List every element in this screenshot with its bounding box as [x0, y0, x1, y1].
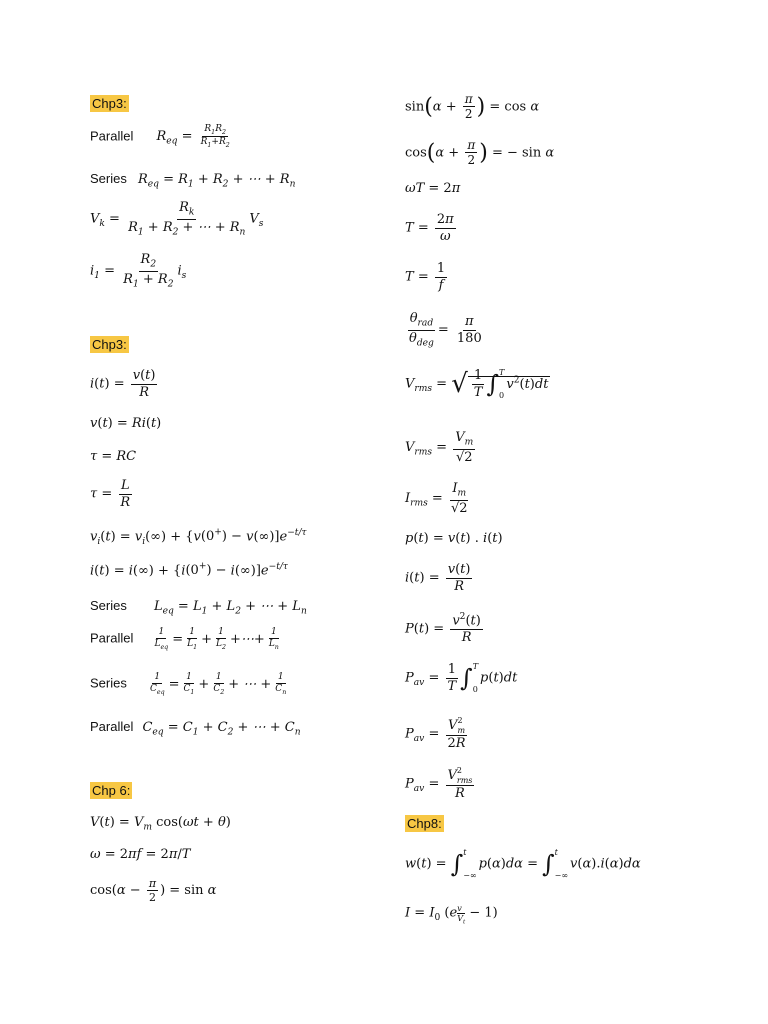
heading-chp3-a	[90, 96, 129, 111]
formula-voltage-divider: $V_k$ = $\frac{R_k}{R_1 + R_2 + \cdots + R_n}$ $V_s$	[90, 200, 264, 238]
series-capacitance-label: Series	[90, 675, 127, 691]
parallel-label: Parallel	[90, 128, 134, 144]
formula-cos-shift: cos(α − $\frac{\pi}{2}$ ) = sin α	[90, 877, 217, 905]
formula-power-average: $P_{av}$ = $\frac{1}{T}$ ∫ T 0 p(t)dt	[405, 662, 518, 695]
series-inductance-label: Series	[90, 598, 127, 613]
formula-ohm-current: i(t) = $\frac{v(t)}{R}$	[90, 368, 156, 400]
formula-tau-rl: τ = $\frac{L}{R}$	[90, 478, 131, 510]
formula-sinusoid: $V(t) = V_m$ cos(ωt + θ)	[90, 815, 231, 833]
formula-parallel-capacitance: Parallel $C_{eq} = C_1 + C_2$ + ⋯ + $C_n$	[90, 719, 301, 738]
formula-diode: $I = I_0$ (e $\frac{v}{V_t}$ − 1)	[405, 904, 498, 926]
formula-deg-rad: $\frac{\theta_{rad}}{\theta_{deg}}$ = $\frac{\pi}{180}$	[409, 311, 482, 349]
heading-chp8	[405, 816, 444, 831]
formula-tau-rc: τ = RC	[90, 449, 137, 464]
formula-power-v2r: P(t) = $\frac{v^2(t)}{R}$	[405, 612, 481, 645]
highlight-chp8: Chp8:	[407, 816, 442, 831]
formula-current-r: i(t) = $\frac{v(t)}{R}$	[405, 562, 471, 594]
highlight-chp3-a: Chp3:	[92, 96, 127, 111]
formula-energy: w(t) = ∫ t −∞ p(α)dα = ∫ t −∞ v(α).i(α)dα	[405, 848, 641, 880]
formula-parallel-inductance: Parallel $\frac{1}{L_{eq}}$ = $\frac{1}{L_1}$ + $\frac{1}{L_2}$ +⋯+ $\frac{1}{L_n}$	[90, 627, 279, 651]
formula-ohm-voltage: v(t) = Ri(t)	[90, 416, 162, 431]
formula-pav-vrms: $P_{av}$ = V 2 rms R	[405, 766, 473, 802]
formula-current-divider: $i_1$ = $\frac{R_2}{R_1 + R_2}$ $i_s$	[90, 252, 187, 290]
formula-irms-peak: $I_{rms}$ = $\frac{I_m}{√2}$	[405, 481, 468, 516]
formula-pav-vm: $P_{av}$ = V 2 m 2R	[405, 716, 466, 752]
formula-period-omega: T = $\frac{2\pi}{\omega}$	[405, 212, 454, 244]
formula-sin-shift: sin(α + $\frac{\pi}{2}$ ) = cos α	[405, 92, 540, 122]
formula-parallel-resistance: Parallel $R_{eq}$ = $\frac{R_1R_2}{R_1+R_2}$	[90, 124, 230, 150]
formula-cos-shift-plus: cos(α + $\frac{\pi}{2}$ ) = − sin α	[405, 138, 555, 168]
highlight-chp3-b: Chp3:	[92, 337, 127, 352]
formula-voltage-transient: $v_i(t) = v_i(\infty) + \{v(0^+) - v(\infty)]e^{-t/\tau}$	[90, 528, 307, 547]
parallel-inductance-label: Parallel	[90, 630, 134, 646]
formula-omega-t: ωT = 2π	[405, 181, 461, 196]
formula-current-transient: $i(t) = i(\infty) + \{i(0^+) - i(\infty)]e^{-t/\tau}$	[90, 562, 288, 579]
formula-series-capacitance: Series $\frac{1}{C_{eq}}$ = $\frac{1}{C_1}$ + $\frac{1}{C_2}$ + ⋯ + $\frac{1}{C_n}$	[90, 672, 287, 696]
highlight-chp6: Chp 6:	[92, 783, 131, 798]
formula-series-resistance: Series $R_{eq} = R_1 + R_2$ + ⋯ + $R_n$	[90, 171, 296, 190]
heading-chp6	[90, 783, 132, 798]
series-label: Series	[90, 171, 127, 186]
formula-period-frequency: T = $\frac{1}{f}$	[405, 261, 446, 293]
heading-chp3-b	[90, 337, 129, 352]
formula-vrms: $V_{rms}$ = √ $\frac{1}{T}$ ∫ T 0 $v^2(t)dt$	[405, 368, 549, 401]
formula-series-inductance: Series $L_{eq} = L_1 + L_2$ + ⋯ + $L_n$	[90, 598, 307, 617]
formula-vrms-peak: $V_{rms}$ = $\frac{V_m}{√2}$	[405, 430, 474, 465]
parallel-capacitance-label: Parallel	[90, 719, 134, 734]
formula-power-instant: p(t) = v(t) . i(t)	[405, 531, 503, 546]
formula-omega: ω = 2πf = 2π/T	[90, 847, 191, 862]
